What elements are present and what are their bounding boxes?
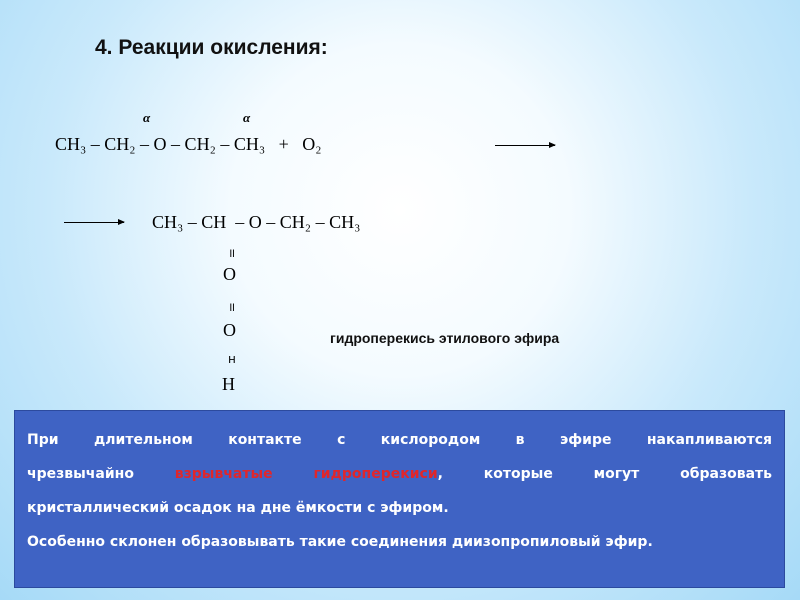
info-line-1: При длительном контакте с кислородом в эфире накапливаются xyxy=(27,432,772,448)
bond-mark-3: н xyxy=(228,352,236,366)
info-line-2-end: , которые могут образовать xyxy=(437,466,772,482)
info-box xyxy=(14,410,785,588)
reactants-formula: CH₃ – CH₂ – O – CH₂ – CH₃ + O₂ xyxy=(55,134,322,154)
chain-atom-o2: O xyxy=(223,320,236,340)
info-line-2-start: чрезвычайно xyxy=(27,466,134,482)
info-line-4: Особенно склонен образовывать такие соединения диизопропиловый эфир. xyxy=(27,534,653,550)
alpha-marker-left: α xyxy=(143,110,151,125)
bond-mark-2: ॥ xyxy=(228,300,236,314)
chain-atom-h: H xyxy=(222,374,235,394)
reaction-arrow-right xyxy=(495,145,555,146)
info-line-2 xyxy=(27,457,772,491)
product-formula: CH₃ – CH – O – CH₂ – CH₃ xyxy=(152,212,361,232)
alpha-marker-right: α xyxy=(243,110,251,125)
info-highlight: взрывчатые гидроперекиси xyxy=(174,466,438,482)
page-title: 4. Реакции окисления: xyxy=(95,36,328,59)
reaction-arrow-continue xyxy=(64,222,124,223)
product-name: гидроперекись этилового эфира xyxy=(330,330,560,346)
chain-atom-o1: O xyxy=(223,264,236,284)
bond-mark-1: ॥ xyxy=(228,246,236,260)
info-line-3: кристаллический осадок на дне ёмкости с эфиром. xyxy=(27,500,449,516)
